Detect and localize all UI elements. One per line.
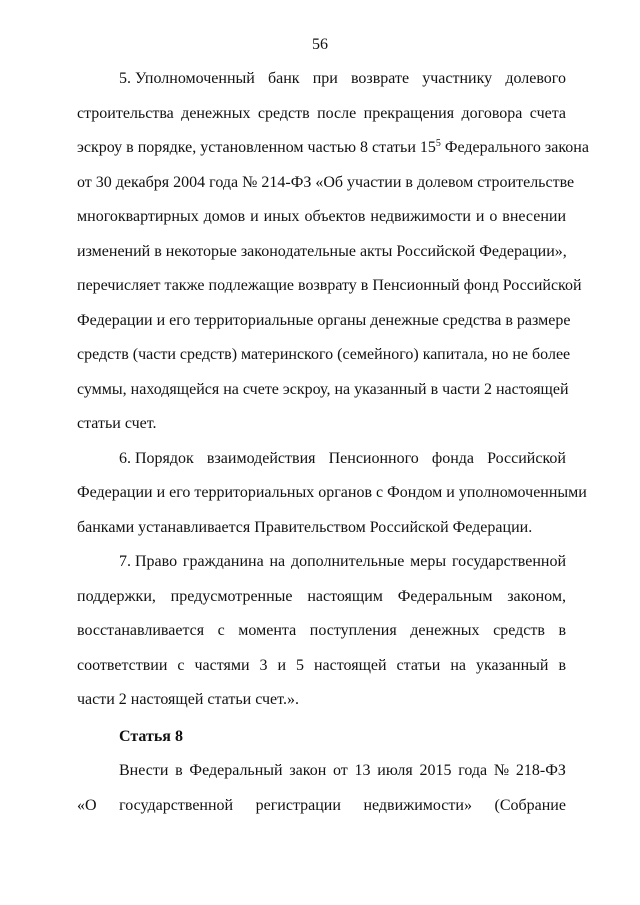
- word: предусмотренные: [170, 587, 293, 605]
- paragraph-7-line-2: [77, 580, 566, 615]
- word: с: [217, 622, 225, 639]
- paragraph-5-line-2: строительства денежных средств после прекращения договора счета: [77, 104, 566, 122]
- word: 3: [259, 656, 268, 674]
- word: восстанавливается: [77, 622, 205, 639]
- paragraph-5-line-4: от 30 декабря 2004 года № 214-ФЗ «Об участии в долевом строительстве: [77, 173, 575, 191]
- article-8-paragraph: [77, 754, 566, 823]
- word: недвижимости»: [363, 796, 472, 814]
- word: в: [558, 622, 566, 639]
- page-number: 56: [312, 36, 328, 53]
- word: государственной: [119, 796, 234, 814]
- word: 2015: [419, 762, 452, 779]
- paragraph-5-line-9: средств (части средств) материнского (семейного) капитала, но не более: [77, 346, 571, 363]
- word: Российской: [487, 449, 566, 467]
- word: на: [450, 656, 466, 674]
- word: на: [269, 553, 286, 570]
- word: при: [312, 70, 338, 87]
- article-8-line-2: [77, 789, 566, 824]
- word: июля: [377, 762, 413, 779]
- word: взаимодействия: [206, 449, 316, 467]
- paragraph-5-line-7: перечисляет также подлежащие возврату в Пенсионный фонд Российской: [77, 277, 582, 294]
- paragraph-7: [77, 545, 566, 718]
- word: возврате: [350, 70, 410, 87]
- word: Федеральный: [189, 762, 283, 779]
- word: настоящим: [307, 587, 383, 605]
- word: соответствии: [77, 656, 168, 674]
- word: 218-ФЗ: [515, 762, 566, 779]
- document-body: [77, 62, 589, 823]
- word: закон: [289, 762, 327, 779]
- word: поступления: [309, 622, 397, 639]
- word: Внести: [119, 762, 169, 779]
- word: участнику: [422, 70, 493, 87]
- article-8-line-1: [77, 754, 566, 789]
- word: 6. Порядок: [119, 449, 194, 467]
- word: в: [558, 656, 566, 674]
- word: момента: [238, 622, 297, 639]
- paragraph-6-line-1: [77, 442, 566, 477]
- paragraph-7-line-4: [77, 649, 566, 684]
- word: меры: [410, 553, 447, 570]
- paragraph-6: [77, 442, 587, 546]
- paragraph-7-line-3: [77, 614, 566, 649]
- word: средств: [493, 622, 545, 639]
- word: настоящей: [313, 656, 387, 674]
- word: дополнительные: [290, 553, 405, 570]
- word: государственной: [451, 553, 566, 570]
- word: законом,: [507, 587, 566, 605]
- paragraph-5-line-10: суммы, находящейся на счете эскроу, на указанный в части 2 настоящей: [77, 380, 569, 398]
- article-heading: Статья 8: [119, 727, 183, 745]
- word: Федеральным: [397, 587, 493, 605]
- word: года: [458, 762, 488, 779]
- word: указанный: [475, 656, 549, 674]
- word: гражданина: [182, 553, 264, 570]
- word: 7. Право: [119, 553, 178, 570]
- word: от: [333, 762, 348, 779]
- word: поддержки,: [77, 587, 156, 605]
- text-segment: эскроу в порядке, установленном частью 8 статьи 15: [77, 139, 436, 156]
- word: и: [277, 656, 287, 674]
- word: 13: [354, 762, 371, 779]
- paragraph-5-line-1: [77, 62, 566, 97]
- word: 5. Уполномоченный: [119, 70, 255, 87]
- word: с: [177, 656, 185, 674]
- word: «О: [77, 796, 97, 814]
- paragraph-5-line-11: статьи счет.: [77, 415, 157, 432]
- word: №: [493, 762, 510, 779]
- paragraph-5-line-3: [77, 131, 589, 166]
- text-segment: Федерального закона: [440, 139, 589, 156]
- word: (Собрание: [494, 796, 566, 814]
- word: Пенсионного: [328, 449, 419, 467]
- word: в: [175, 762, 183, 779]
- word: денежных: [410, 622, 480, 639]
- paragraph-6-line-3: банками устанавливается Правительством Российской Федерации.: [77, 518, 533, 536]
- paragraph-5-line-8: Федерации и его территориальные органы денежные средства в размере: [77, 311, 571, 329]
- word: статьи: [396, 656, 441, 674]
- paragraph-7-line-1: [77, 545, 566, 580]
- paragraph-7-line-5: части 2 настоящей статьи счет.».: [77, 691, 299, 708]
- word: банк: [267, 70, 300, 87]
- paragraph-5: [77, 62, 589, 442]
- word: фонда: [431, 449, 475, 467]
- superscript: 5: [435, 138, 441, 149]
- paragraph-5-line-6: изменений в некоторые законодательные акты Российской Федерации»,: [77, 242, 567, 260]
- word: частями: [194, 656, 250, 674]
- paragraph-6-line-2: Федерации и его территориальных органов с Фондом и уполномоченными: [77, 484, 587, 501]
- paragraph-5-line-5: многоквартирных домов и иных объектов недвижимости и о внесении: [77, 208, 566, 225]
- word: долевого: [505, 70, 566, 87]
- word: регистрации: [255, 796, 341, 814]
- word: 5: [296, 656, 304, 674]
